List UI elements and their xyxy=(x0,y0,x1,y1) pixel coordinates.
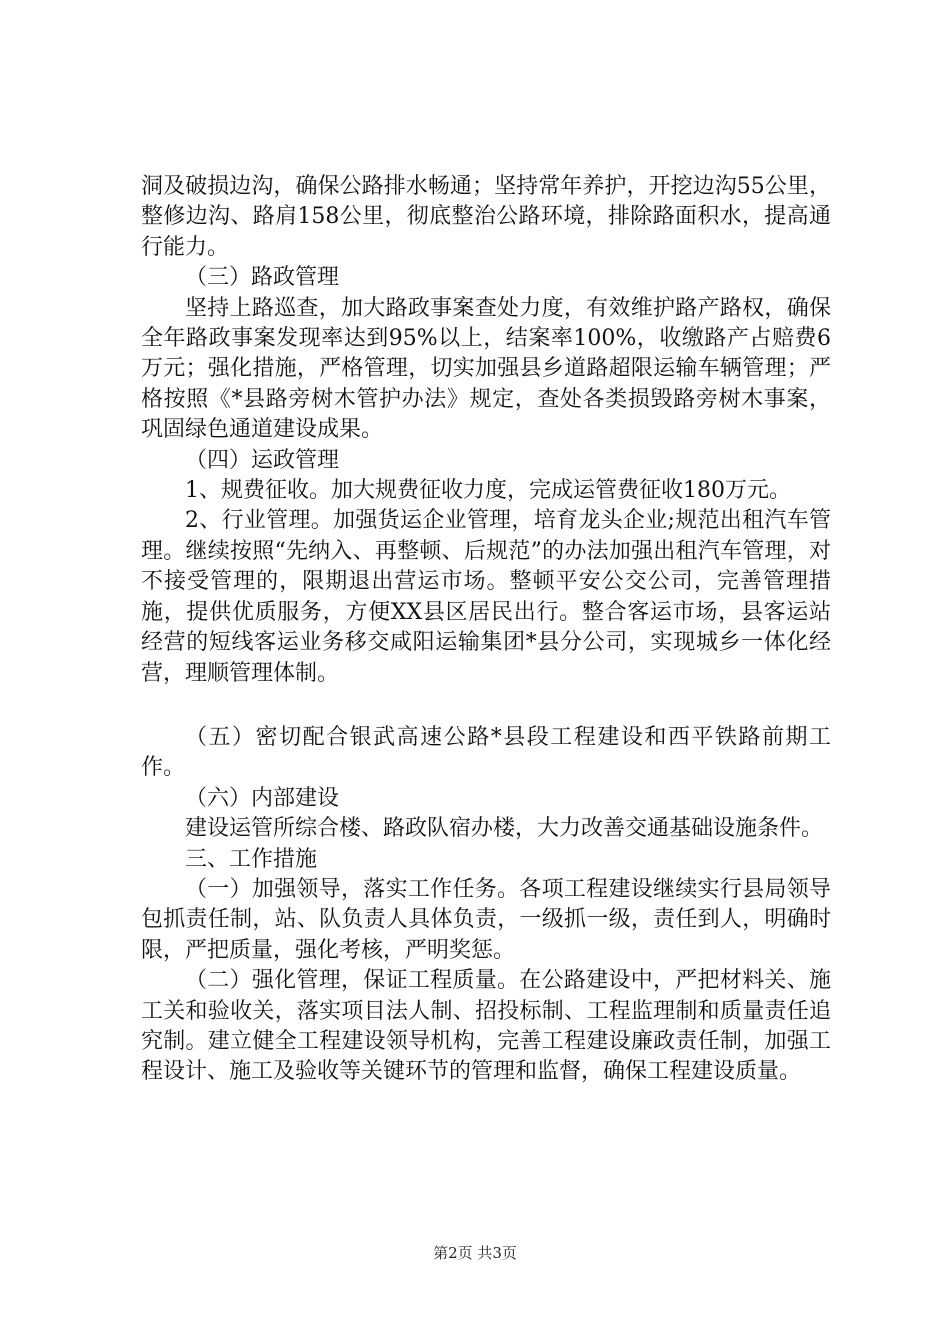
paragraph-internal-construction: 建设运管所综合楼、路政队宿办楼，大力改善交通基础设施条件。 xyxy=(185,816,824,842)
page-footer: 第2页 共3页 xyxy=(433,1244,517,1262)
paragraph-leadership: （一）加强领导，落实工作任务。各项工程建设继续实行县局领导包抓责任制，站、队负责人具体负责，一级抓一级，责任到人，明确时限，严把质量，强化考核，严明奖惩。 xyxy=(141,876,831,963)
paragraph-industry-management: 2、行业管理。加强货运企业管理，培育龙头企业;规范出租汽车管理。继续按照“先纳入、再整顿、后规范”的办法加强出租汽车管理，对不接受管理的，限期退出营运市场。整顿平安公交公司，完善管理措施，提供优质服务，方便XX县区居民出行。整合客运市场，县客运站经营的短线客运业务移交咸阳运输集团*县分公司，实现城乡一体化经营，理顺管理体制。 xyxy=(141,508,831,686)
paragraph-road-administration: 坚持上路巡查，加大路政事案查处力度，有效维护路产路权，确保全年路政事案发现率达到95%以上，结案率100%，收缴路产占赔费6万元；强化措施，严格管理，切实加强县乡道路超限运输车辆管理；严格按照《*县路旁树木管护办法》规定，查处各类损毁路旁树木事案，巩固绿色通道建设成果。 xyxy=(141,295,831,443)
paragraph-continuation: 洞及破损边沟，确保公路排水畅通；坚持常年养护，开挖边沟55公里，整修边沟、路肩158公里，彻底整治公路环境，排除路面积水，提高通行能力。 xyxy=(141,174,831,260)
paragraph-spacer xyxy=(141,689,831,723)
section-heading-work-measures: 三、工作措施 xyxy=(185,846,318,872)
section-heading-transport-administration: （四）运政管理 xyxy=(185,447,340,473)
section-heading-road-administration: （三）路政管理 xyxy=(185,265,340,291)
document-body xyxy=(141,172,831,1088)
section-heading-internal-construction: （六）内部建设 xyxy=(185,785,340,811)
paragraph-quality-management: （二）强化管理，保证工程质量。在公路建设中，严把材料关、施工关和验收关，落实项目法人制、招投标制、工程监理制和质量责任追究制。建立健全工程建设领导机构，完善工程建设廉政责任制，加强工程设计、施工及验收等关键环节的管理和监督，确保工程建设质量。 xyxy=(141,968,831,1085)
paragraph-fee-collection: 1、规费征收。加大规费征收力度，完成运管费征收180万元。 xyxy=(185,478,791,504)
paragraph-highway-cooperation: （五）密切配合银武高速公路*县段工程建设和西平铁路前期工作。 xyxy=(141,724,831,781)
